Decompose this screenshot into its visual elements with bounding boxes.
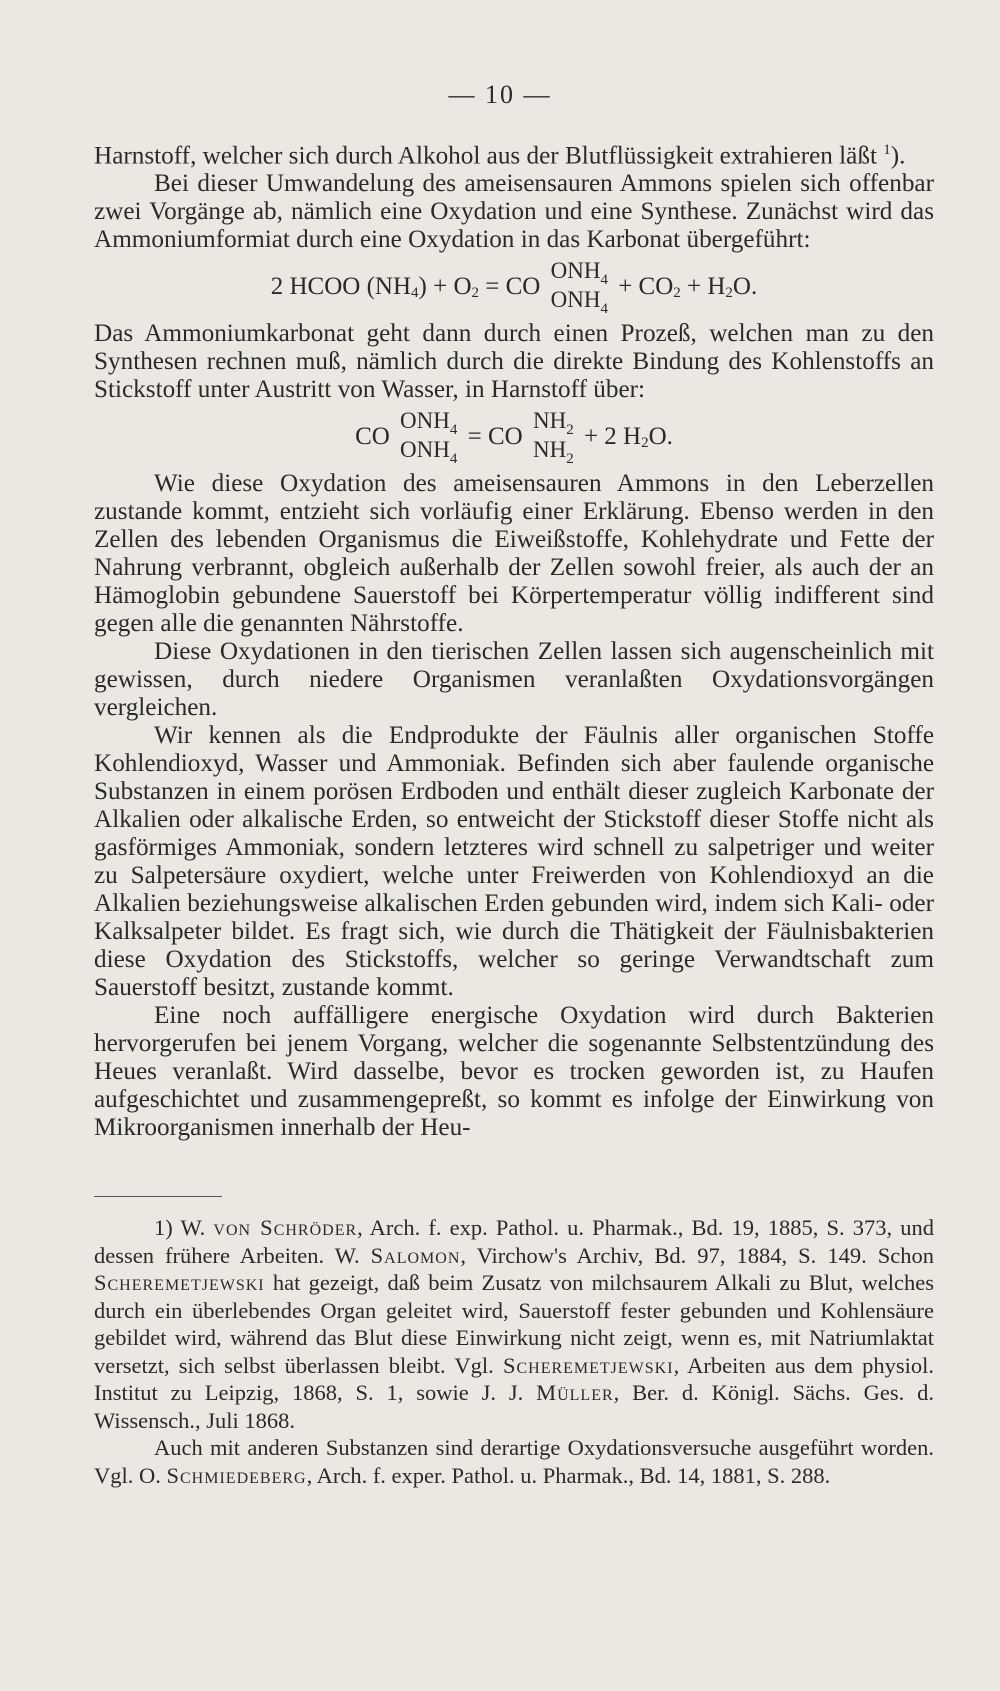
- equation-2: CO $ONH_4$ $ONH_4$ = CO $NH_2$ $NH_2$ + 2 H 2 O.: [355, 408, 673, 468]
- paragraph-6: Wir kennen als die Endprodukte der Fäulnis aller organischen Stoffe Kohlendioxyd, Wasser und Ammoniak. Befinden sich aber faulende organische Substanzen in einem porösen Erdboden und enthält dieser zugleich Karbonate der Alkalien oder alkalische Erden, so entweicht der Stickstoff dieser Stoffe nicht als gasförmiges Ammoniak, sondern letzteres wird schnell zu salpetriger und weiter zu Salpetersäure oxydiert, welche unter Freiwerden von Kohlendioxyd an die Alkalien beziehungsweise alkalischen Erden gebunden wird, indem sich Kali- oder Kalksalpeter bildet. Es fragt sich, wie durch die Thätigkeit der Fäulnisbakterien diese Oxydation des Stickstoffs, welcher so geringe Verwandtschaft zum Sauerstoff besitzt, zustande kommt.: [94, 722, 934, 1002]
- paragraph-3: Das Ammoniumkarbonat geht dann durch einen Prozeß, welchen man zu den Synthesen rechnen muß, nämlich durch die direkte Bindung des Kohlenstoffs an Stickstoff unter Austritt von Wasser, in Harnstoff über:: [94, 320, 934, 404]
- equation-1-group: $ONH_4$ $ONH_4$: [550, 258, 608, 318]
- paragraph-7: Eine noch auffälligere energische Oxydation wird durch Bakterien hervorgerufen bei jenem Vorgang, welcher die sogenannte Selbstentzündung des Heues veranlaßt. Wird dasselbe, bevor es trocken geworden ist, zu Haufen aufgeschichtet und zusammengepreßt, so kommt es infolge der Einwirkung von Mikroorganismen innerhalb der Heu-: [94, 1002, 934, 1142]
- paragraph-4: Wie diese Oxydation des ameisensauren Ammons in den Leberzellen zustande kommt, entzieht sich vorläufig einer Erklärung. Ebenso werden in den Zellen des lebenden Organismus die Eiweißstoffe, Kohlehydrate und Fette der Nahrung verbrannt, obgleich außerhalb der Zellen sowohl freier, als auch der an Hämoglobin gebundene Sauerstoff bei Körpertemperatur völlig indifferent sind gegen alle die genannten Nährstoffe.: [94, 470, 934, 638]
- footnote-1: 1) W. von Schröder, Arch. f. exp. Pathol. u. Pharmak., Bd. 19, 1885, S. 373, und dessen frühere Arbeiten. W. Salomon, Virchow's Archiv, Bd. 97, 1884, S. 149. Schon Scheremetjewski hat gezeigt, daß beim Zusatz von milchsaurem Alkali zu Blut, welches durch ein überlebendes Organ geleitet wird, Sauerstoff fester gebunden und Kohlensäure gebildet wird, während das Blut diese Einwirkung nicht zeigt, wenn es, mit Natriumlaktat versetzt, sich selbst überlassen bleibt. Vgl. Scheremetjewski, Arbeiten aus dem physiol. Institut zu Leipzig, 1868, S. 1, sowie J. J. Müller, Ber. d. Königl. Sächs. Ges. d. Wissensch., Juli 1868.: [94, 1215, 934, 1433]
- equation-1: 2 HCOO (NH 4 ) + O 2 = CO $ONH_4$ $ONH_4$ + CO 2 + H 2 O.: [270, 258, 758, 318]
- main-text: [94, 136, 934, 1142]
- equation-2-left-group: $ONH_4$ $ONH_4$: [400, 408, 458, 468]
- footnote-2: Auch mit anderen Substanzen sind derartige Oxydationsversuche ausgeführt worden. Vgl. O. Schmiedeberg, Arch. f. exper. Pathol. u. Pharmak., Bd. 14, 1881, S. 288.: [94, 1435, 934, 1488]
- paragraph-5: Diese Oxydationen in den tierischen Zellen lassen sich augenscheinlich mit gewissen, durch niedere Organismen veranlaßten Oxydationsvorgängen vergleichen.: [94, 638, 934, 722]
- footnote-divider: [94, 1196, 222, 1197]
- paragraph-2: Bei dieser Umwandelung des ameisensauren Ammons spielen sich offenbar zwei Vorgänge ab, nämlich eine Oxydation und eine Synthese. Zunächst wird das Ammoniumformiat durch eine Oxydation in das Karbonat übergeführt:: [94, 170, 934, 254]
- footnote-marker: 1: [883, 142, 891, 158]
- paragraph-1: Harnstoff, welcher sich durch Alkohol aus der Blutflüssigkeit extrahieren läßt $^1$).: [94, 142, 906, 170]
- equation-2-right-group: $NH_2$ $NH_2$: [532, 408, 574, 468]
- page-number: — 10 —: [448, 80, 552, 109]
- footnotes: [94, 1214, 934, 1489]
